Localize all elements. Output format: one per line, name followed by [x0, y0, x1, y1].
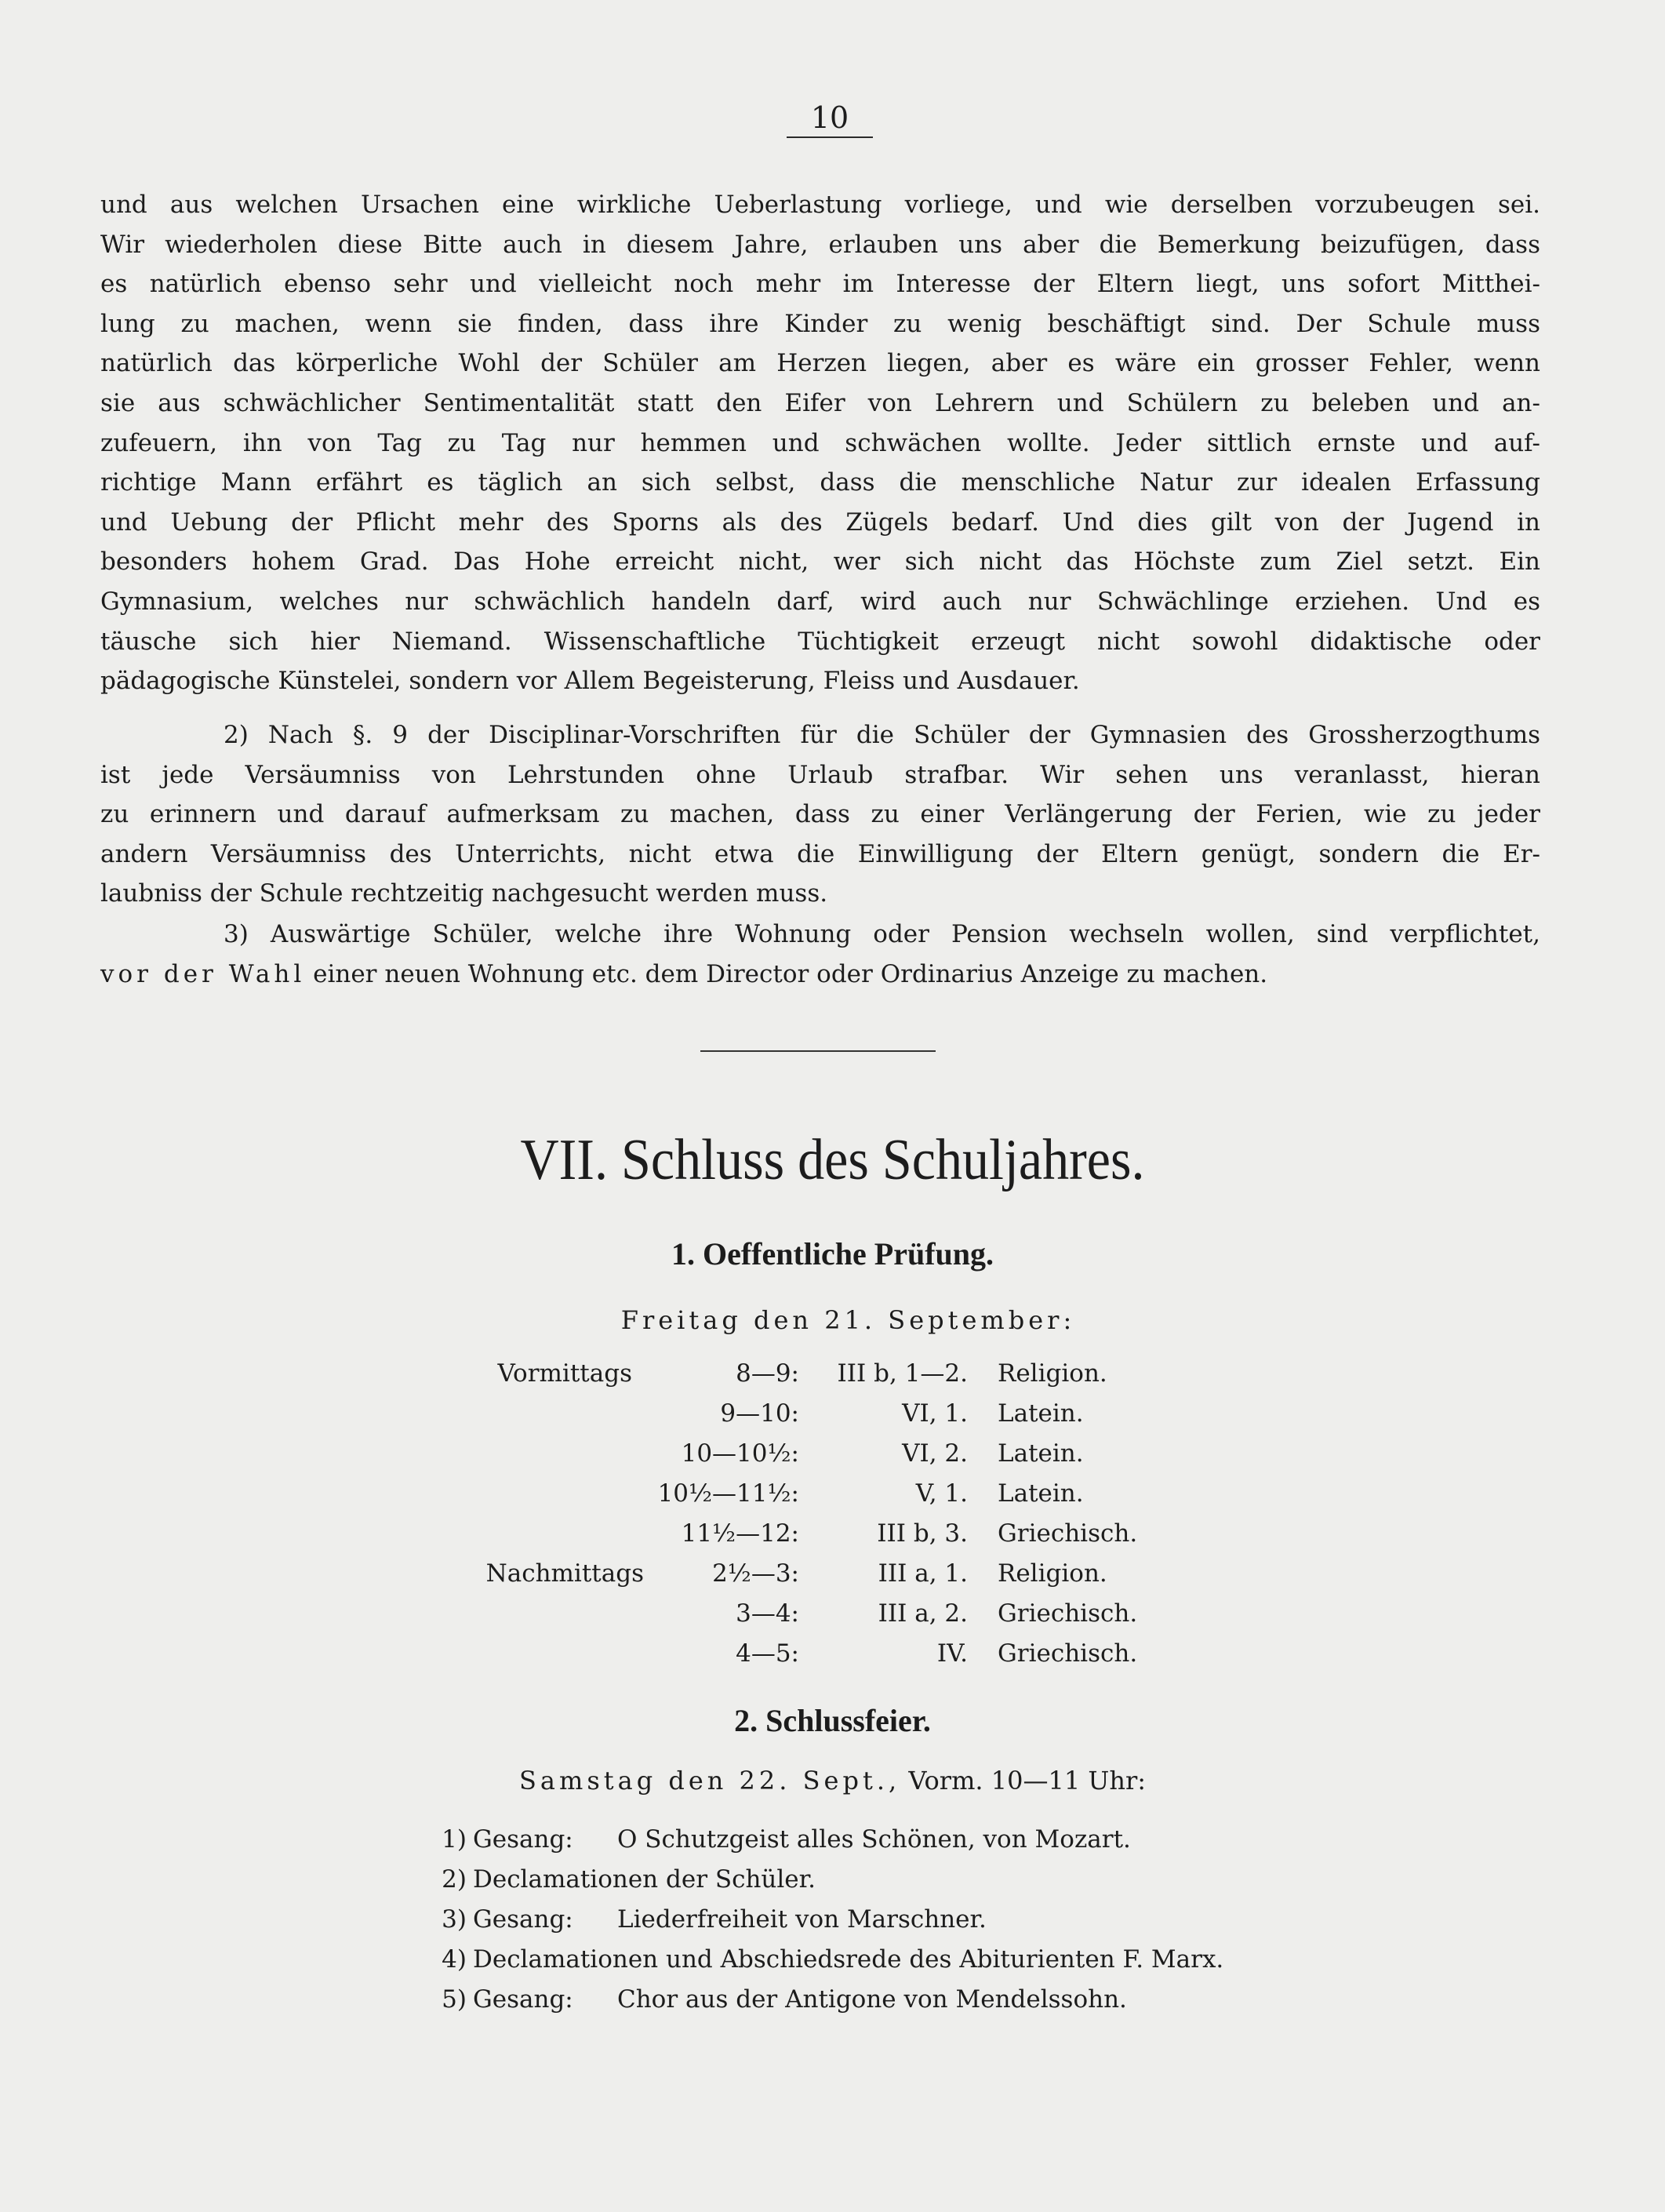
ceremony-day-time: Vorm. 10—11 Uhr: — [900, 1766, 1147, 1795]
subject: Religion. — [998, 1559, 1107, 1588]
item-number: 2) — [442, 1865, 467, 1894]
subject: Griechisch. — [998, 1599, 1138, 1628]
time: 8—9: — [736, 1359, 799, 1388]
text-line: und Uebung der Pflicht mehr des Sporns als des Zügels bedarf. Und dies gilt von der Jugend in — [100, 508, 1540, 537]
paragraph-1 — [100, 185, 1540, 701]
divider — [700, 1050, 936, 1052]
time: 2½—3: — [712, 1559, 799, 1588]
item-label: Gesang: — [473, 1985, 573, 2014]
text-line: besonders hohem Grad. Das Hohe erreicht nicht, wer sich nicht das Höchste zum Ziel setzt. Ein — [100, 548, 1540, 577]
time: 9—10: — [720, 1399, 799, 1428]
ceremony-day-spaced: Samstag den 22. Sept., — [518, 1766, 901, 1795]
table-row — [0, 1394, 1665, 1434]
table-row — [0, 1594, 1665, 1634]
table-row — [0, 1474, 1665, 1514]
item-label: Gesang: — [473, 1905, 573, 1934]
list-item — [0, 1940, 1665, 1980]
subject: Griechisch. — [998, 1639, 1138, 1668]
list-item — [0, 1820, 1665, 1860]
item-number: 5) — [442, 1985, 467, 2014]
text-line: natürlich das körperliche Wohl der Schüler am Herzen liegen, aber es wäre ein grosser Fehler, wenn — [100, 349, 1540, 378]
text-line-rest: einer neuen Wohnung etc. dem Director oder Ordinarius Anzeige zu machen. — [313, 959, 1268, 988]
time: 4—5: — [736, 1639, 799, 1668]
list-item — [0, 1980, 1665, 2020]
subject: Latein. — [998, 1399, 1084, 1428]
exam-day: Freitag den 21. September: — [620, 1305, 1076, 1335]
item-text: Declamationen der Schüler. — [473, 1865, 816, 1894]
class: VI, 1. — [902, 1399, 968, 1428]
period: Vormittags — [497, 1359, 632, 1388]
class: V, 1. — [915, 1479, 968, 1508]
time: 10½—11½: — [657, 1479, 799, 1508]
table-row — [0, 1634, 1665, 1674]
text-line: andern Versäumniss des Unterrichts, nicht etwa die Einwilligung der Eltern genügt, sondern die Er- — [100, 839, 1540, 868]
item-label: Gesang: — [473, 1825, 573, 1854]
text-line: sie aus schwächlicher Sentimentalität statt den Eifer von Lehrern und Schülern zu beleben und an- — [100, 388, 1540, 417]
period: Nachmittags — [485, 1559, 644, 1588]
text-line: zufeuern, ihn von Tag zu Tag nur hemmen und schwächen wollte. Jeder sittlich ernste und auf- — [100, 428, 1540, 457]
paragraph-2 — [100, 715, 1540, 914]
list-item — [0, 1900, 1665, 1940]
item-number: 1) — [442, 1825, 467, 1854]
text-line — [100, 955, 1540, 995]
subject: Latein. — [998, 1479, 1084, 1508]
item-text: O Schutzgeist alles Schönen, von Mozart. — [617, 1825, 1131, 1854]
class: VI, 2. — [902, 1439, 968, 1468]
class: III a, 2. — [878, 1599, 968, 1628]
class: IV. — [936, 1639, 968, 1668]
subject: Latein. — [998, 1439, 1084, 1468]
spaced-emphasis: vor der Wahl — [100, 959, 306, 988]
section-title: VII. Schluss des Schuljahres. — [520, 1128, 1145, 1192]
ceremony-day — [0, 1761, 1665, 1800]
text-line: pädagogische Künstelei, sondern vor Allem Begeisterung, Fleiss und Ausdauer. — [100, 667, 1080, 696]
time: 3—4: — [736, 1599, 799, 1628]
text-line: zu erinnern und darauf aufmerksam zu machen, dass zu einer Verlängerung der Ferien, wie zu jeder — [100, 800, 1540, 829]
page-number: 10 — [787, 100, 873, 138]
text-line: 2) Nach §. 9 der Disciplinar-Vorschriften für die Schüler der Gymnasien des Grossherzogthums — [224, 721, 1540, 749]
text-line: täusche sich hier Niemand. Wissenschaftliche Tüchtigkeit erzeugt nicht sowohl didaktische oder — [100, 627, 1540, 656]
subject: Religion. — [998, 1359, 1107, 1388]
text-line: es natürlich ebenso sehr und vielleicht noch mehr im Interesse der Eltern liegt, uns sofort Mitthei- — [100, 270, 1540, 299]
table-row — [0, 1514, 1665, 1554]
time: 11½—12: — [681, 1519, 799, 1548]
list-item — [0, 1860, 1665, 1900]
paragraph-3 — [100, 915, 1540, 994]
class: III b, 3. — [877, 1519, 968, 1548]
item-number: 3) — [442, 1905, 467, 1934]
exam-heading: 1. Oeffentliche Prüfung. — [671, 1236, 994, 1272]
text-line: ist jede Versäumniss von Lehrstunden ohne Urlaub strafbar. Wir sehen uns veranlasst, hieran — [100, 760, 1540, 789]
text-line: Gymnasium, welches nur schwächlich handeln darf, wird auch nur Schwächlinge erziehen. Und es — [100, 587, 1540, 616]
item-number: 4) — [442, 1945, 467, 1974]
text-line: laubniss der Schule rechtzeitig nachgesucht werden muss. — [100, 879, 828, 908]
table-row — [0, 1434, 1665, 1474]
item-text: Declamationen und Abschiedsrede des Abiturienten F. Marx. — [473, 1945, 1224, 1974]
text-line: und aus welchen Ursachen eine wirkliche Ueberlastung vorliege, und wie derselben vorzubeugen sei. — [100, 191, 1540, 219]
table-row — [0, 1354, 1665, 1394]
item-text: Chor aus der Antigone von Mendelssohn. — [617, 1985, 1127, 2014]
ceremony-heading: 2. Schlussfeier. — [734, 1703, 931, 1738]
text-line: lung zu machen, wenn sie finden, dass ihre Kinder zu wenig beschäftigt sind. Der Schule muss — [100, 309, 1540, 338]
class: III a, 1. — [878, 1559, 968, 1588]
text-line: Wir wiederholen diese Bitte auch in diesem Jahre, erlauben uns aber die Bemerkung beizufügen, dass — [100, 230, 1540, 259]
item-text: Liederfreiheit von Marschner. — [617, 1905, 987, 1934]
text-line: richtige Mann erfährt es täglich an sich selbst, dass die menschliche Natur zur idealen Erfassung — [100, 468, 1540, 497]
subject: Griechisch. — [998, 1519, 1138, 1548]
text-line: 3) Auswärtige Schüler, welche ihre Wohnung oder Pension wechseln wollen, sind verpflichtet, — [224, 920, 1540, 948]
table-row — [0, 1554, 1665, 1594]
time: 10—10½: — [681, 1439, 799, 1468]
class: III b, 1—2. — [837, 1359, 968, 1388]
